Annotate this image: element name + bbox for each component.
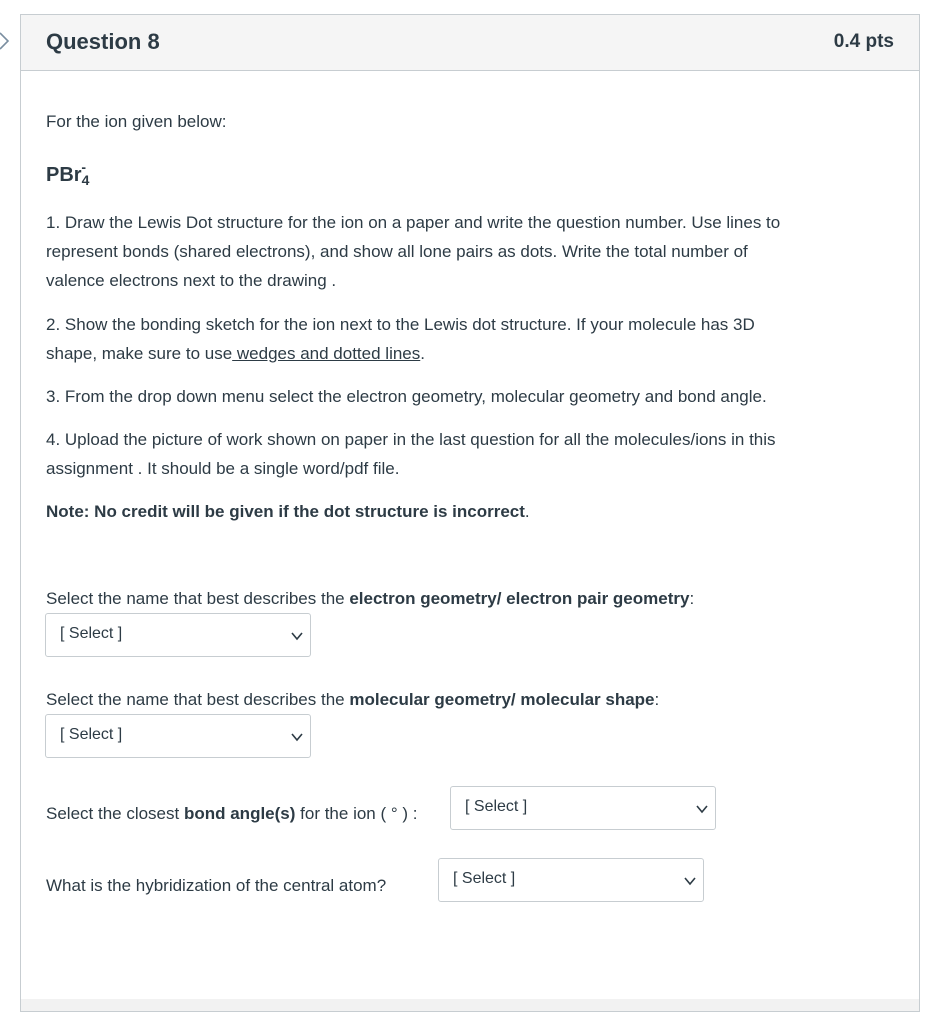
bond-angle-prompt [46,799,418,828]
electron-geometry-suffix: : [689,589,695,608]
molecular-geometry-select-value: [ Select ] [60,726,123,743]
instruction-4-line-1: 4. Upload the picture of work shown on paper in the last question for all the molecules/ions in this [46,430,776,449]
instruction-4-line-2: assignment . It should be a single word/pdf file. [46,459,400,478]
bond-angle-prefix: Select the closest [46,804,184,823]
intro-text: For the ion given below: [46,112,227,131]
bond-angle-select[interactable] [450,786,716,830]
electron-geometry-prefix: Select the name that best describes the [46,589,350,608]
note-text [46,497,530,526]
electron-geometry-select[interactable] [45,613,311,657]
hybridization-prompt: What is the hybridization of the central atom? [46,876,387,895]
note-bold: Note: No credit will be given if the dot structure is incorrect [46,502,525,521]
molecular-geometry-select[interactable] [45,714,311,758]
formula-subscript: 4 [81,172,90,188]
chevron-down-icon [290,730,304,744]
molecular-geometry-prefix: Select the name that best describes the [46,690,350,709]
bond-angle-select-value: [ Select ] [465,798,528,815]
chevron-down-icon [695,802,709,816]
instruction-1-line-3: valence electrons next to the drawing . [46,271,337,290]
question-points: 0.4 pts [833,31,894,52]
note-end: . [524,502,530,521]
hybridization-select-value: [ Select ] [453,870,516,887]
chevron-down-icon [683,874,697,888]
instruction-2-line-2 [46,339,425,368]
instruction-2-suffix: . [420,344,425,363]
formula-charge: - [81,159,87,175]
question-title: Question 8 [46,29,160,54]
question-card [20,14,920,1012]
instruction-2-line-1: 2. Show the bonding sketch for the ion next to the Lewis dot structure. If your molecule has 3D [46,315,755,334]
instruction-3-line-1: 3. From the drop down menu select the electron geometry, molecular geometry and bond angle. [46,387,767,406]
electron-geometry-select-value: [ Select ] [60,625,123,642]
molecular-geometry-bold: molecular geometry/ molecular shape [349,690,655,709]
wedges-link[interactable]: wedges and dotted lines [232,344,421,363]
instruction-1-line-1: 1. Draw the Lewis Dot structure for the ion on a paper and write the question number. Use lines to [46,213,781,232]
molecular-geometry-prompt [46,685,659,714]
instruction-2-prefix: shape, make sure to use [46,344,233,363]
ion-formula [46,159,90,188]
chevron-right-icon[interactable] [0,30,16,52]
question-footer [21,999,919,1011]
bond-angle-suffix: for the ion ( ° ) : [295,804,418,823]
question-header [21,15,919,71]
hybridization-select[interactable] [438,858,704,902]
molecular-geometry-suffix: : [654,690,660,709]
chevron-down-icon [290,629,304,643]
electron-geometry-bold: electron geometry/ electron pair geometry [349,589,690,608]
electron-geometry-prompt [46,584,694,613]
bond-angle-bold: bond angle(s) [183,804,296,823]
formula-base: PBr [46,164,82,186]
instruction-1-line-2: represent bonds (shared electrons), and show all lone pairs as dots. Write the total number of [46,242,748,261]
